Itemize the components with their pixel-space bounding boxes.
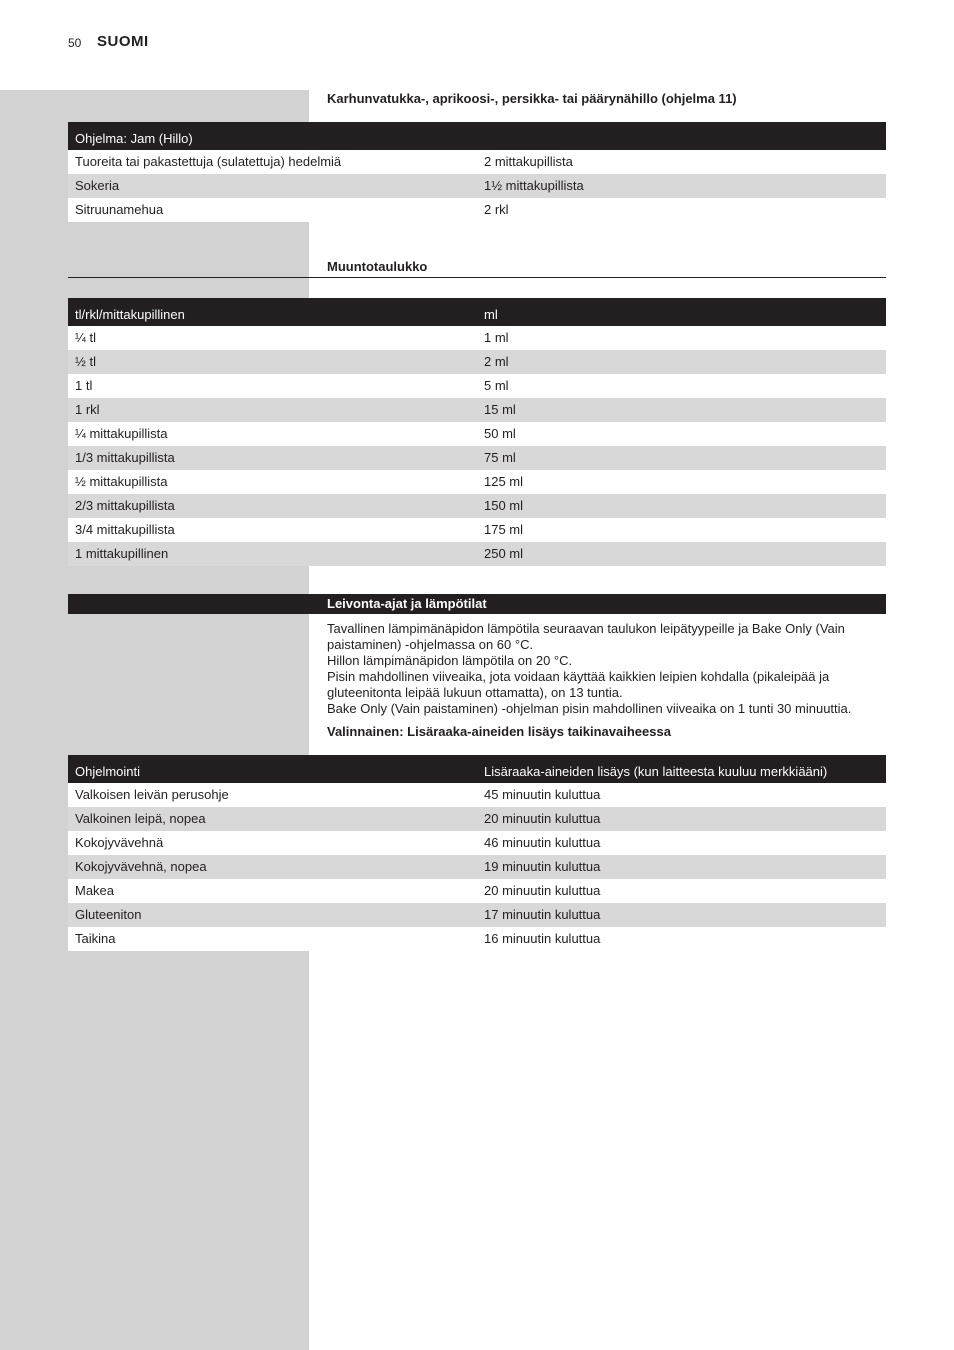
table-header-row bbox=[68, 298, 886, 326]
table-cell: 5 ml bbox=[484, 378, 509, 393]
table-cell: 1 ml bbox=[484, 330, 509, 345]
table-cell: 75 ml bbox=[484, 450, 516, 465]
baking-heading: Leivonta-ajat ja lämpötilat bbox=[327, 596, 487, 611]
table-cell: ½ mittakupillista bbox=[75, 474, 168, 489]
table-cell: 1 tl bbox=[75, 378, 93, 393]
table-row bbox=[68, 542, 886, 566]
table-cell: 19 minuutin kuluttua bbox=[484, 859, 601, 874]
paragraph-line: Pisin mahdollinen viiveaika, jota voidaan käyttää kaikkien leipien kohdalla (pikaleipää ja gluteenitonta leipää lukuun ottamatta), on 13 tuntia. bbox=[327, 669, 830, 700]
table-cell: Tuoreita tai pakastettuja (sulatettuja) hedelmiä bbox=[75, 154, 342, 169]
table-header-cell: ml bbox=[484, 307, 498, 322]
table-row bbox=[68, 198, 886, 222]
table-cell: 150 ml bbox=[484, 498, 524, 513]
table-cell: Sitruunamehua bbox=[75, 202, 164, 217]
table-cell: 1½ mittakupillista bbox=[484, 178, 584, 193]
table-cell: Makea bbox=[75, 883, 115, 898]
gray-sidebar bbox=[0, 90, 309, 1350]
table-row bbox=[68, 494, 886, 518]
table-cell: 46 minuutin kuluttua bbox=[484, 835, 601, 850]
table-cell: 2 rkl bbox=[484, 202, 509, 217]
table-cell: Kokojyvävehnä, nopea bbox=[75, 859, 207, 874]
table-row bbox=[68, 374, 886, 398]
table-cell: 2 ml bbox=[484, 354, 509, 369]
table-row bbox=[68, 855, 886, 879]
table-cell: 2 mittakupillista bbox=[484, 154, 573, 169]
table-cell: 1 mittakupillinen bbox=[75, 546, 169, 561]
table-row bbox=[68, 807, 886, 831]
table-cell: 125 ml bbox=[484, 474, 524, 489]
table-row bbox=[68, 446, 886, 470]
paragraph-line: Bake Only (Vain paistaminen) -ohjelman pisin mahdollinen viiveaika on 1 tunti 30 minuuttia. bbox=[327, 701, 852, 716]
table-cell: Sokeria bbox=[75, 178, 120, 193]
table-row bbox=[68, 783, 886, 807]
table-cell: 20 minuutin kuluttua bbox=[484, 883, 601, 898]
table-cell: ½ tl bbox=[75, 354, 96, 369]
table-cell: 45 minuutin kuluttua bbox=[484, 787, 601, 802]
table-cell: Valkoinen leipä, nopea bbox=[75, 811, 206, 826]
table-cell: ¼ tl bbox=[75, 330, 96, 345]
table-row bbox=[68, 831, 886, 855]
jam-table bbox=[68, 122, 886, 222]
table-cell: ¼ mittakupillista bbox=[75, 426, 168, 441]
table-row bbox=[68, 174, 886, 198]
table-cell: 15 ml bbox=[484, 402, 516, 417]
table-cell: Taikina bbox=[75, 931, 116, 946]
baking-heading-bar bbox=[68, 594, 886, 614]
table-row bbox=[68, 470, 886, 494]
table-cell: 20 minuutin kuluttua bbox=[484, 811, 601, 826]
table-row bbox=[68, 422, 886, 446]
table-header-row bbox=[68, 122, 886, 150]
table-cell: 1 rkl bbox=[75, 402, 100, 417]
table-row bbox=[68, 398, 886, 422]
table-cell: 3/4 mittakupillista bbox=[75, 522, 175, 537]
optional-ingredients-heading: Valinnainen: Lisäraaka-aineiden lisäys taikinavaiheessa bbox=[327, 724, 671, 739]
table-header-cell: Ohjelmointi bbox=[75, 764, 141, 779]
page-number: 50 bbox=[68, 36, 82, 50]
paragraph-line: Hillon lämpimänäpidon lämpötila on 20 °C. bbox=[327, 653, 573, 668]
table-row bbox=[68, 879, 886, 903]
jam-heading: Karhunvatukka-, aprikoosi-, persikka- tai päärynähillo (ohjelma 11) bbox=[327, 91, 737, 106]
table-cell: Valkoisen leivän perusohje bbox=[75, 787, 229, 802]
table-cell: 250 ml bbox=[484, 546, 524, 561]
table-row bbox=[68, 927, 886, 951]
ingredients-table bbox=[68, 755, 886, 951]
table-row bbox=[68, 903, 886, 927]
table-header-cell: Ohjelma: Jam (Hillo) bbox=[75, 131, 193, 146]
table-cell: 16 minuutin kuluttua bbox=[484, 931, 601, 946]
table-cell: 1/3 mittakupillista bbox=[75, 450, 175, 465]
section-divider bbox=[68, 277, 886, 278]
paragraph-line: Tavallinen lämpimänäpidon lämpötila seuraavan taulukon leipätyypeille ja Bake Only (Vain paistaminen) -ohjelmassa on 60 °C. bbox=[327, 621, 845, 652]
table-cell: Kokojyvävehnä bbox=[75, 835, 164, 850]
table-cell: Gluteeniton bbox=[75, 907, 142, 922]
table-cell: 50 ml bbox=[484, 426, 516, 441]
table-row bbox=[68, 518, 886, 542]
table-cell: 175 ml bbox=[484, 522, 524, 537]
baking-paragraph bbox=[327, 621, 887, 717]
conversion-heading: Muuntotaulukko bbox=[327, 259, 428, 274]
language-title: SUOMI bbox=[97, 33, 149, 50]
table-header-cell: Lisäraaka-aineiden lisäys (kun laitteesta kuuluu merkkiääni) bbox=[484, 764, 828, 779]
table-row bbox=[68, 350, 886, 374]
table-cell: 2/3 mittakupillista bbox=[75, 498, 175, 513]
table-cell: 17 minuutin kuluttua bbox=[484, 907, 601, 922]
table-header-cell: tl/rkl/mittakupillinen bbox=[75, 307, 185, 322]
table-row bbox=[68, 326, 886, 350]
conversion-table bbox=[68, 298, 886, 566]
table-row bbox=[68, 150, 886, 174]
table-header-row bbox=[68, 755, 886, 783]
